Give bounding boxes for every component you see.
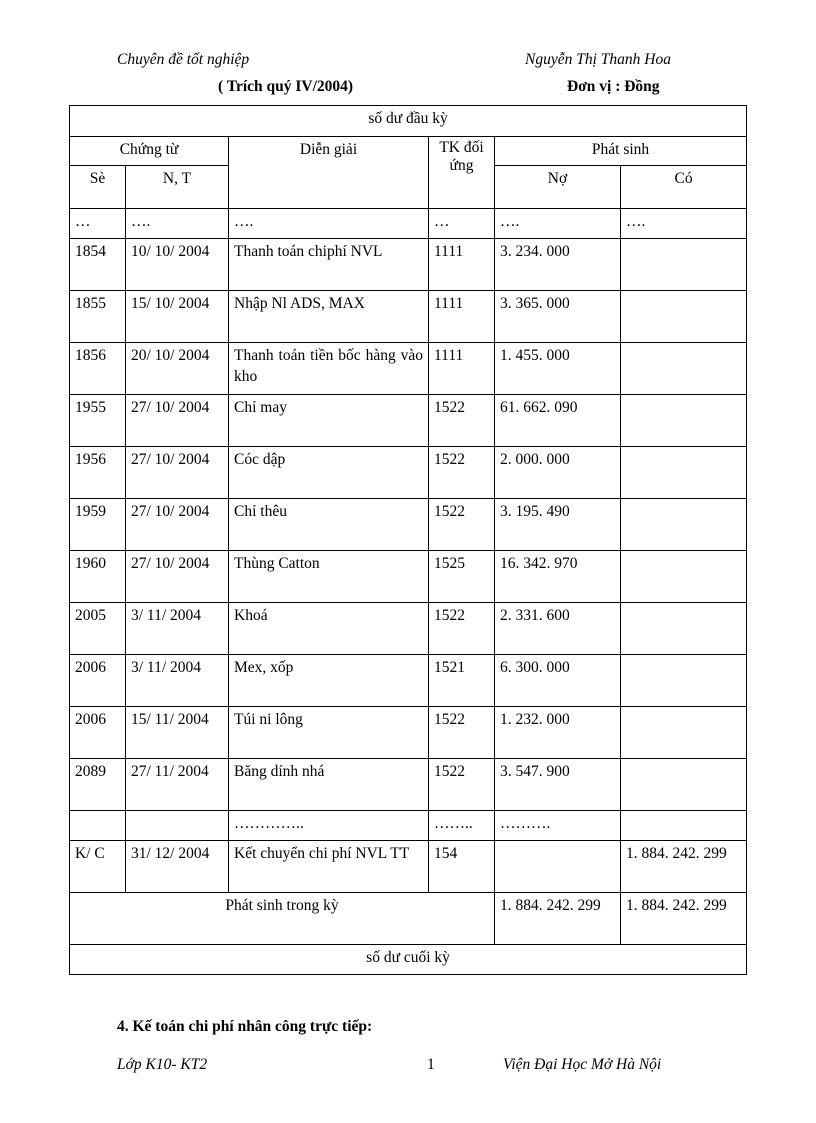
contra-account: 1111 — [429, 239, 495, 291]
credit-amount — [621, 343, 747, 395]
closing-balance-label: số dư cuối kỳ — [70, 945, 747, 975]
credit-amount — [621, 707, 747, 759]
voucher-number: 1855 — [70, 291, 126, 343]
description: Thanh toán tiền bốc hàng vào kho — [229, 343, 429, 395]
description: Túi ni lông — [229, 707, 429, 759]
credit-amount — [621, 603, 747, 655]
table-row — [70, 499, 747, 551]
voucher-number: 1856 — [70, 343, 126, 395]
debit-amount: 3. 234. 000 — [495, 239, 621, 291]
header-left: Chuyên đề tốt nghiệp — [117, 51, 250, 68]
total-label: Phát sinh trong kỳ — [70, 893, 495, 945]
table-row — [70, 759, 747, 811]
debit-amount: 2. 000. 000 — [495, 447, 621, 499]
table-row — [70, 707, 747, 759]
transfer-row — [70, 841, 747, 893]
table-cell: …. — [126, 209, 229, 239]
voucher-number: 2005 — [70, 603, 126, 655]
description: Chỉ thêu — [229, 499, 429, 551]
voucher-date — [126, 447, 229, 499]
credit-amount — [621, 655, 747, 707]
contra-account: 1521 — [429, 655, 495, 707]
voucher-date — [126, 395, 229, 447]
transfer-number: K/ C — [70, 841, 126, 893]
header-right: Nguyễn Thị Thanh Hoa — [525, 51, 671, 68]
contra-account: 1522 — [429, 759, 495, 811]
transfer-description: Kết chuyển chi phí NVL TT — [229, 841, 429, 893]
table-cell — [621, 811, 747, 841]
col-description: Diễn giải — [229, 137, 429, 209]
voucher-date-text: 27/ 11/ 2004 — [131, 763, 209, 780]
description: Thanh toán chiphí NVL — [229, 239, 429, 291]
table-cell: …. — [621, 209, 747, 239]
extract-period: ( Trích quý IV/2004) — [218, 78, 354, 95]
voucher-date — [126, 291, 229, 343]
description: Thùng Catton — [229, 551, 429, 603]
table-row — [70, 655, 747, 707]
credit-amount — [621, 759, 747, 811]
table-cell: … — [70, 209, 126, 239]
voucher-date — [126, 707, 229, 759]
contra-account: 1522 — [429, 707, 495, 759]
contra-account: 1111 — [429, 291, 495, 343]
transfer-account: 154 — [429, 841, 495, 893]
voucher-number: 1960 — [70, 551, 126, 603]
contra-account: 1522 — [429, 395, 495, 447]
table-cell — [70, 811, 126, 841]
debit-amount: 3. 365. 000 — [495, 291, 621, 343]
transfer-credit: 1. 884. 242. 299 — [621, 841, 747, 893]
credit-amount — [621, 395, 747, 447]
total-row — [70, 893, 747, 945]
table-row — [70, 291, 747, 343]
voucher-date — [126, 655, 229, 707]
col-account: TK đối ứng — [429, 137, 495, 209]
debit-amount: 1. 232. 000 — [495, 707, 621, 759]
voucher-date-text: 27/ 10/ 2004 — [131, 399, 210, 416]
description: Chỉ may — [229, 395, 429, 447]
credit-amount — [621, 551, 747, 603]
voucher-date-text: 27/ 10/ 2004 — [131, 555, 210, 572]
col-date: N, T — [126, 166, 229, 209]
closing-balance-row — [70, 945, 747, 975]
header-row-1 — [70, 137, 747, 166]
opening-balance-label: số dư đầu kỳ — [70, 106, 747, 137]
table-row — [70, 447, 747, 499]
voucher-date — [126, 343, 229, 395]
ellipsis-row — [70, 209, 747, 239]
credit-amount — [621, 239, 747, 291]
description: Băng dính nhá — [229, 759, 429, 811]
voucher-date-text: 3/ 11/ 2004 — [131, 659, 202, 676]
voucher-date — [126, 759, 229, 811]
total-debit: 1. 884. 242. 299 — [495, 893, 621, 945]
credit-amount — [621, 291, 747, 343]
table-row — [70, 551, 747, 603]
voucher-date-text: 10/ 10/ 2004 — [131, 243, 210, 260]
table-cell: …. — [229, 209, 429, 239]
voucher-number: 2089 — [70, 759, 126, 811]
opening-balance-row — [70, 106, 747, 137]
dots-row — [70, 811, 747, 841]
col-number: Sè — [70, 166, 126, 209]
description: Mex, xốp — [229, 655, 429, 707]
col-arising: Phát sinh — [495, 137, 747, 166]
voucher-number: 1955 — [70, 395, 126, 447]
voucher-date — [126, 551, 229, 603]
voucher-number: 1854 — [70, 239, 126, 291]
contra-account: 1522 — [429, 447, 495, 499]
contra-account: 1522 — [429, 499, 495, 551]
voucher-date — [126, 603, 229, 655]
page-number: 1 — [427, 1056, 435, 1073]
credit-amount — [621, 447, 747, 499]
credit-amount — [621, 499, 747, 551]
debit-amount: 2. 331. 600 — [495, 603, 621, 655]
debit-amount: 6. 300. 000 — [495, 655, 621, 707]
footer-class: Lớp K10- KT2 — [117, 1056, 208, 1073]
voucher-date-text: 15/ 11/ 2004 — [131, 711, 209, 728]
ledger-rows — [70, 239, 747, 811]
description: Nhập Nl ADS, MAX — [229, 291, 429, 343]
debit-amount: 1. 455. 000 — [495, 343, 621, 395]
voucher-number: 2006 — [70, 655, 126, 707]
transfer-date — [126, 841, 229, 893]
voucher-date-text: 3/ 11/ 2004 — [131, 607, 202, 624]
table-row — [70, 603, 747, 655]
contra-account: 1525 — [429, 551, 495, 603]
table-row — [70, 343, 747, 395]
table-row — [70, 395, 747, 447]
voucher-date — [126, 499, 229, 551]
table-cell — [126, 811, 229, 841]
table-cell: ………….. — [229, 811, 429, 841]
voucher-date-text: 27/ 10/ 2004 — [131, 503, 210, 520]
table-row — [70, 239, 747, 291]
ledger-table — [69, 105, 747, 975]
debit-amount: 3. 547. 900 — [495, 759, 621, 811]
voucher-date-text: 15/ 10/ 2004 — [131, 295, 210, 312]
debit-amount: 3. 195. 490 — [495, 499, 621, 551]
voucher-date-text: 27/ 10/ 2004 — [131, 451, 210, 468]
col-credit: Có — [621, 166, 747, 209]
description: Cóc dập — [229, 447, 429, 499]
total-credit: 1. 884. 242. 299 — [621, 893, 747, 945]
voucher-date — [126, 239, 229, 291]
section-heading: 4. Kế toán chi phí nhân công trực tiếp: — [117, 1018, 373, 1035]
col-voucher: Chứng từ — [70, 137, 229, 166]
transfer-debit — [495, 841, 621, 893]
table-cell: … — [429, 209, 495, 239]
description: Khoá — [229, 603, 429, 655]
table-cell: ………. — [495, 811, 621, 841]
debit-amount: 61. 662. 090 — [495, 395, 621, 447]
table-cell: …….. — [429, 811, 495, 841]
voucher-number: 1956 — [70, 447, 126, 499]
table-cell: …. — [495, 209, 621, 239]
transfer-date-text: 31/ 12/ 2004 — [131, 845, 210, 862]
voucher-number: 2006 — [70, 707, 126, 759]
voucher-number: 1959 — [70, 499, 126, 551]
contra-account: 1111 — [429, 343, 495, 395]
contra-account: 1522 — [429, 603, 495, 655]
debit-amount: 16. 342. 970 — [495, 551, 621, 603]
footer-institution: Viện Đại Học Mở Hà Nội — [503, 1056, 662, 1073]
voucher-date-text: 20/ 10/ 2004 — [131, 347, 210, 364]
col-debit: Nợ — [495, 166, 621, 209]
currency-unit: Đơn vị : Đồng — [567, 78, 660, 95]
